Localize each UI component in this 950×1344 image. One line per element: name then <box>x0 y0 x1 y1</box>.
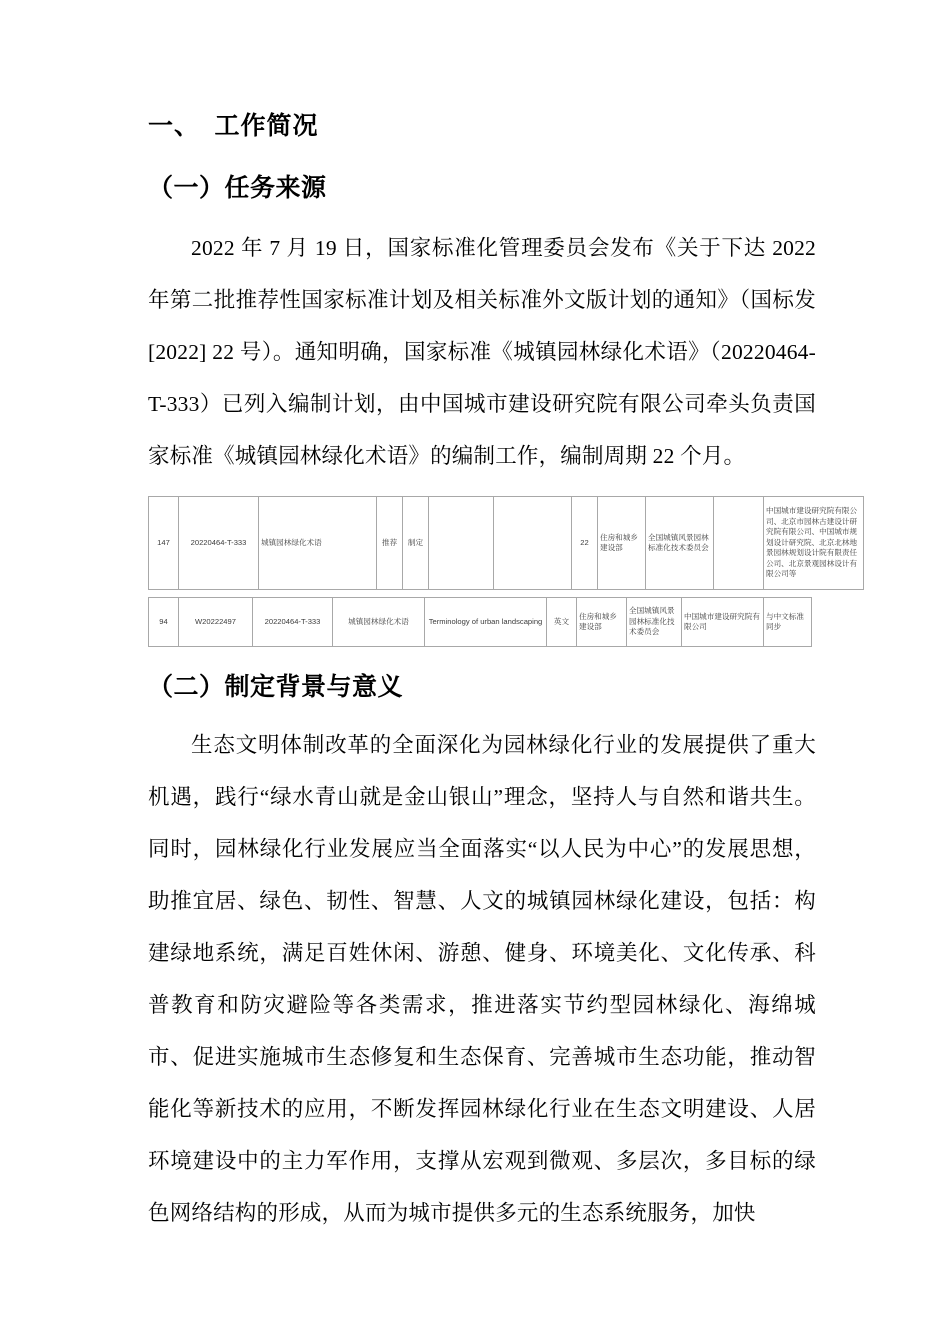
table-foreign-version-plan <box>148 597 812 647</box>
table-row <box>149 497 864 590</box>
cell-administrative-department: 住房和城乡建设部 <box>598 497 646 590</box>
cell-blank-3 <box>714 497 764 590</box>
cell-technical-committee: 全国城镇风景园林标准化技术委员会 <box>646 497 714 590</box>
table-separator <box>148 590 816 597</box>
cell-standard-name-en: Terminology of urban landscaping <box>425 598 547 647</box>
paragraph-background-significance: 生态文明体制改革的全面深化为园林绿化行业的发展提供了重大机遇，践行“绿水青山就是金山银山”理念，坚持人与自然和谐共生。同时，园林绿化行业发展应当全面落实“以人民为中心”的发展思想，助推宜居、绿色、韧性、智慧、人文的城镇园林绿化建设，包括：构建绿地系统，满足百姓休闲、游憩、健身、环境美化、文化传承、科普教育和防灾避险等各类需求，推进落实节约型园林绿化、海绵城市、促进实施城市生态修复和生态保育、完善城市生态功能，推动智能化等新技术的应用，不断发挥园林绿化行业在生态文明建设、人居环境建设中的主力军作用，支撑从宏观到微观、多层次，多目标的绿色网络结构的形成，从而为城市提供多元的生态系统服务，加快 <box>148 733 816 1225</box>
cell-standard-name-cn: 城镇园林绿化术语 <box>333 598 425 647</box>
cell-administrative-department: 住房和城乡建设部 <box>577 598 627 647</box>
cell-project-type: 制定 <box>403 497 429 590</box>
cell-drafting-organization: 中国城市建设研究院有限公司 <box>682 598 764 647</box>
cell-publication-schedule: 与中文标准同步 <box>764 598 812 647</box>
cell-language: 英文 <box>547 598 577 647</box>
cell-serial-number: 94 <box>149 598 179 647</box>
table-chinese-standard-plan <box>148 496 864 590</box>
table-row <box>149 598 812 647</box>
cell-technical-committee: 全国城镇风景园林标准化技术委员会 <box>627 598 682 647</box>
cell-serial-number: 147 <box>149 497 179 590</box>
cell-blank-2 <box>494 497 572 590</box>
page-content <box>148 112 858 1239</box>
cell-plan-number: 20220464-T-333 <box>179 497 259 590</box>
cell-period-months: 22 <box>572 497 598 590</box>
paragraph-task-source: 2022 年 7 月 19 日，国家标准化管理委员会发布《关于下达 2022 年第二批推荐性国家标准计划及相关标准外文版计划的通知》（国标发 [2022] 22 号）。通知明确，国家标准《城镇园林绿化术语》（20220464-T-333）已列入编制计划，由中国城市建设研究院有限公司牵头负责国家标准《城镇园林绿化术语》的编制工作，编制周期 22 个月。 <box>148 236 816 468</box>
cell-standard-nature: 推荐 <box>377 497 403 590</box>
cell-foreign-plan-number: W20222497 <box>179 598 253 647</box>
section-heading-work-overview: 一、 工作简况 <box>148 113 319 140</box>
cell-blank-1 <box>429 497 494 590</box>
cell-standard-name: 城镇园林绿化术语 <box>259 497 377 590</box>
sub-heading-background-significance: （二）制定背景与意义 <box>148 674 404 701</box>
cell-drafting-organizations: 中国城市建设研究院有限公司、北京市园林古建设计研究院有限公司、中国城市规划设计研究院、北京北林地景园林规划设计院有限责任公司、北京景观园林设计有限公司等 <box>764 497 864 590</box>
sub-heading-task-source: （一）任务来源 <box>148 175 327 202</box>
plan-tables <box>148 496 858 647</box>
cell-plan-number: 20220464-T-333 <box>253 598 333 647</box>
